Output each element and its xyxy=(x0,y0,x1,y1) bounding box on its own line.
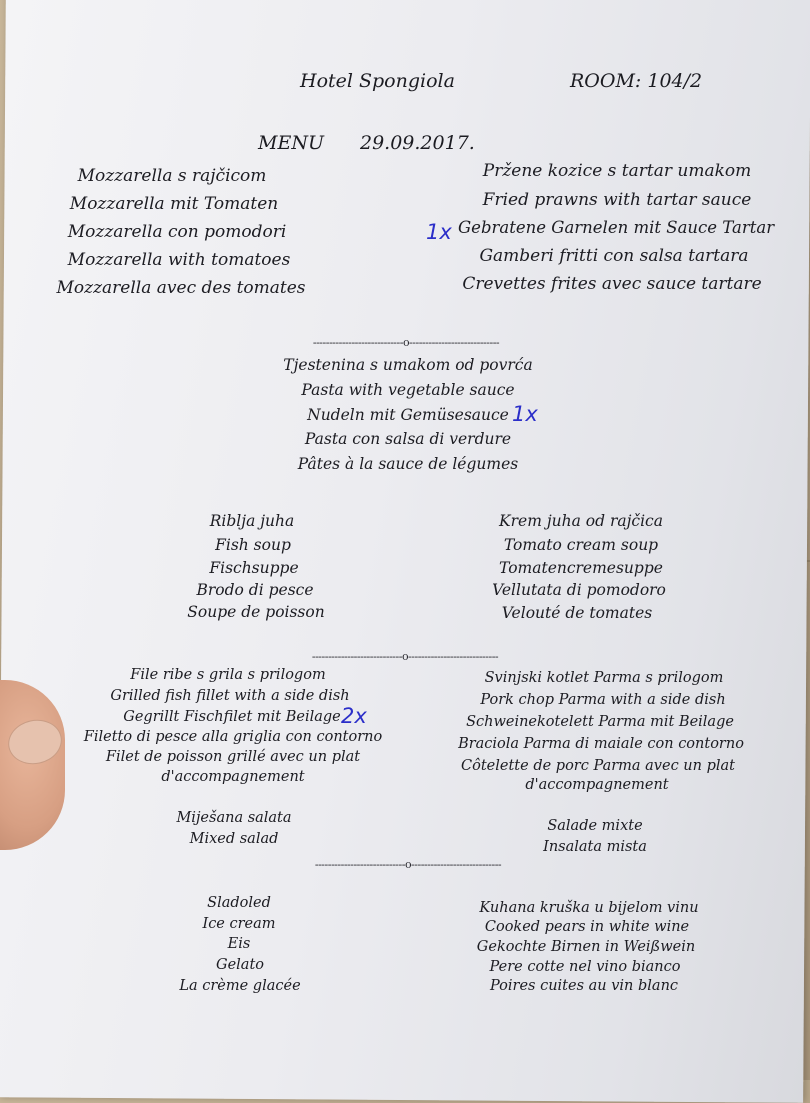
pasta-hr: Tjestenina s umakom od povrća xyxy=(283,356,533,374)
soup-left-fr: Soupe de poisson xyxy=(187,603,325,621)
main-left-it: Filetto di pesce alla griglia con contorno xyxy=(83,729,383,745)
dessert-right-hr: Kuhana kruška u bijelom vinu xyxy=(479,900,699,916)
dessert-left-it: Gelato xyxy=(215,957,265,973)
soup-right-it: Vellutata di pomodoro xyxy=(492,581,666,599)
dessert-left-en: Ice cream xyxy=(202,916,276,932)
section-separator: ----------------------------o---------------------------- xyxy=(311,650,499,663)
dessert-right-fr: Poires cuites au vin blanc xyxy=(489,978,679,994)
dessert-right-de: Gekochte Birnen in Weißwein xyxy=(476,939,696,955)
salad-left-en: Mixed salad xyxy=(189,831,279,847)
main-left-en: Grilled fish fillet with a side dish xyxy=(110,688,350,704)
dessert-right-en: Cooked pears in white wine xyxy=(484,919,690,935)
dessert-left-de: Eis xyxy=(227,936,251,952)
soup-left-en: Fish soup xyxy=(215,536,291,554)
starter-right-de: Gebratene Garnelen mit Sauce Tartar xyxy=(458,218,775,237)
starter-left-fr: Mozzarella avec des tomates xyxy=(56,278,306,298)
soup-left-hr: Riblja juha xyxy=(209,512,295,530)
main-right-it: Braciola Parma di maiale con contorno xyxy=(458,736,744,752)
handwritten-mark-pasta: 1x xyxy=(512,402,538,426)
starter-left-de: Mozzarella mit Tomaten xyxy=(69,194,279,214)
handwritten-mark-starter: 1x xyxy=(426,220,452,244)
main-right-fr: Côtelette de porc Parma avec un plat xyxy=(461,758,735,774)
main-left-fr: Filet de poisson grillé avec un plat xyxy=(105,749,361,765)
hotel-name: Hotel Spongiola xyxy=(300,70,455,92)
main-right-fr-cont: d'accompagnement xyxy=(525,777,669,793)
starter-right-hr: Pržene kozice s tartar umakom xyxy=(482,161,752,181)
salad-right-fr: Salade mixte xyxy=(547,818,643,834)
dessert-right-it: Pere cotte nel vino bianco xyxy=(489,959,681,975)
starter-left-it: Mozzarella con pomodori xyxy=(67,222,287,242)
pasta-de: Nudeln mit Gemüsesauce xyxy=(307,406,509,424)
starter-right-en: Fried prawns with tartar sauce xyxy=(482,190,752,210)
main-right-en: Pork chop Parma with a side dish xyxy=(480,692,726,708)
starter-right-fr: Crevettes frites avec sauce tartare xyxy=(462,274,762,294)
dessert-left-fr: La crème glacée xyxy=(179,978,301,994)
room-number: ROOM: 104/2 xyxy=(570,70,703,92)
soup-right-de: Tomatencremesuppe xyxy=(499,559,663,577)
starter-left-hr: Mozzarella s rajčicom xyxy=(77,166,267,186)
soup-left-de: Fischsuppe xyxy=(209,559,299,577)
pasta-fr: Pâtes à la sauce de légumes xyxy=(297,455,519,473)
main-right-de: Schweinekotelett Parma mit Beilage xyxy=(466,714,734,730)
soup-right-fr: Velouté de tomates xyxy=(501,604,653,622)
main-left-fr-cont: d'accompagnement xyxy=(161,769,305,785)
main-left-hr: File ribe s grila s prilogom xyxy=(130,667,326,683)
starter-left-en: Mozzarella with tomatoes xyxy=(67,250,291,270)
starter-right-it: Gamberi fritti con salsa tartara xyxy=(479,246,749,266)
section-separator: ----------------------------o---------------------------- xyxy=(314,858,502,871)
pasta-en: Pasta with vegetable sauce xyxy=(301,381,515,399)
menu-title: MENU xyxy=(258,132,324,154)
main-left-de: Gegrillt Fischfilet mit Beilage xyxy=(123,709,341,725)
salad-right-it: Insalata mista xyxy=(543,839,647,855)
dessert-left-hr: Sladoled xyxy=(207,895,271,911)
soup-right-hr: Krem juha od rajčica xyxy=(499,512,663,530)
main-right-hr: Svinjski kotlet Parma s prilogom xyxy=(484,670,724,686)
soup-left-it: Brodo di pesce xyxy=(196,581,314,599)
soup-right-en: Tomato cream soup xyxy=(503,536,659,554)
salad-left-hr: Miješana salata xyxy=(176,810,292,826)
handwritten-mark-main: 2x xyxy=(341,704,367,728)
menu-date: 29.09.2017. xyxy=(360,132,475,154)
pasta-it: Pasta con salsa di verdure xyxy=(304,430,512,448)
section-separator: ----------------------------o---------------------------- xyxy=(312,336,500,349)
